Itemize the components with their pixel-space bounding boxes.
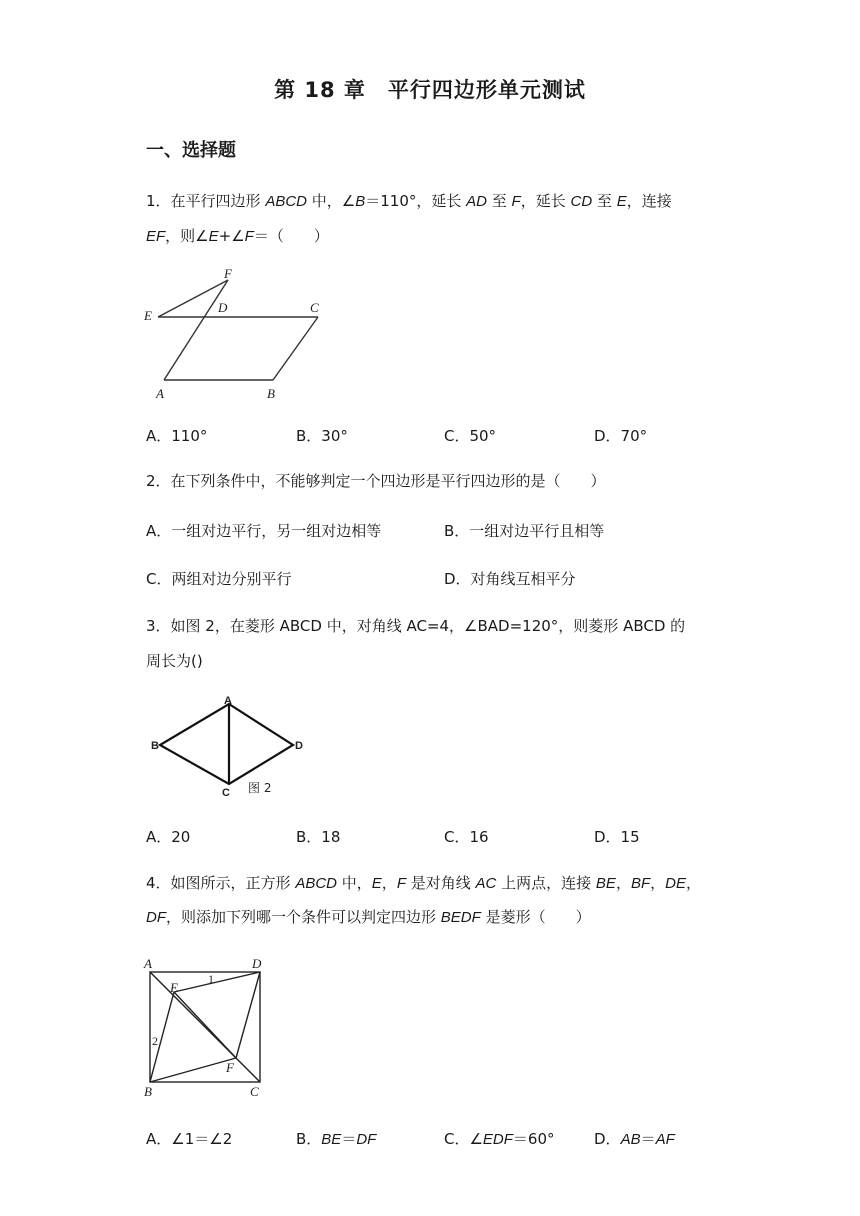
- q3-option-a[interactable]: A．20: [146, 828, 191, 846]
- q3-figure-rhombus: [148, 692, 313, 804]
- q4-label-A: A: [144, 956, 152, 971]
- q4-label-F: F: [226, 1060, 234, 1075]
- q3-text-line2: 周长为(): [146, 652, 203, 670]
- q3-label-D: D: [295, 740, 303, 752]
- q4-label-B: B: [144, 1084, 152, 1099]
- q1-text-line2: EF，则∠E+∠F＝（ ）: [146, 227, 329, 245]
- q4-label-D: D: [252, 956, 262, 971]
- q2-option-c[interactable]: C．两组对边分别平行: [146, 570, 292, 588]
- q4-text-line2: DF，则添加下列哪一个条件可以判定四边形 BEDF 是菱形（ ）: [146, 908, 591, 926]
- q3-label-C: C: [222, 787, 230, 799]
- q4-label-angle2: 2: [152, 1034, 158, 1048]
- q1-figure-parallelogram: [140, 262, 340, 407]
- q2-option-a[interactable]: A．一组对边平行，另一组对边相等: [146, 522, 382, 540]
- q4-option-b[interactable]: B．BE＝DF: [296, 1130, 377, 1148]
- q1-option-b[interactable]: B．30°: [296, 427, 348, 445]
- q4-figure-square: [138, 952, 278, 1102]
- q4-label-C: C: [250, 1084, 259, 1099]
- q1-label-F: F: [224, 266, 232, 281]
- q1-label-E: E: [144, 308, 152, 323]
- q2-option-d[interactable]: D．对角线互相平分: [444, 570, 576, 588]
- q3-option-c[interactable]: C．16: [444, 828, 489, 846]
- q4-text-line1: 4．如图所示，正方形 ABCD 中，E，F 是对角线 AC 上两点，连接 BE，BF，DE，: [146, 874, 701, 892]
- q3-label-A: A: [224, 695, 232, 707]
- q1-label-A: A: [156, 386, 164, 401]
- page-title: 第 18 章 平行四边形单元测试: [274, 78, 586, 102]
- section-heading: 一、选择题: [146, 140, 236, 161]
- q1-option-d[interactable]: D．70°: [594, 427, 648, 445]
- q4-option-d[interactable]: D．AB＝AF: [594, 1130, 675, 1148]
- q3-option-b[interactable]: B．18: [296, 828, 341, 846]
- q2-text: 2．在下列条件中，不能够判定一个四边形是平行四边形的是（ ）: [146, 472, 606, 490]
- q3-figure-caption: 图 2: [248, 781, 272, 795]
- q4-option-c[interactable]: C．∠EDF＝60°: [444, 1130, 555, 1148]
- q1-option-c[interactable]: C．50°: [444, 427, 497, 445]
- q3-option-d[interactable]: D．15: [594, 828, 640, 846]
- q4-label-angle1: 1: [208, 972, 214, 986]
- q1-label-D: D: [218, 300, 228, 315]
- q2-option-b[interactable]: B．一组对边平行且相等: [444, 522, 605, 540]
- q1-label-C: C: [310, 300, 319, 315]
- q4-label-E: E: [170, 980, 178, 995]
- q4-option-a[interactable]: A．∠1＝∠2: [146, 1130, 233, 1148]
- q1-label-B: B: [267, 386, 275, 401]
- q1-option-a[interactable]: A．110°: [146, 427, 208, 445]
- q3-label-B: B: [151, 740, 159, 752]
- q1-text-line1: 1．在平行四边形 ABCD 中，∠B＝110°，延长 AD 至 F，延长 CD 至 E，连接: [146, 192, 672, 210]
- q3-text-line1: 3．如图 2，在菱形 ABCD 中，对角线 AC=4，∠BAD=120°，则菱形 ABCD 的: [146, 617, 686, 635]
